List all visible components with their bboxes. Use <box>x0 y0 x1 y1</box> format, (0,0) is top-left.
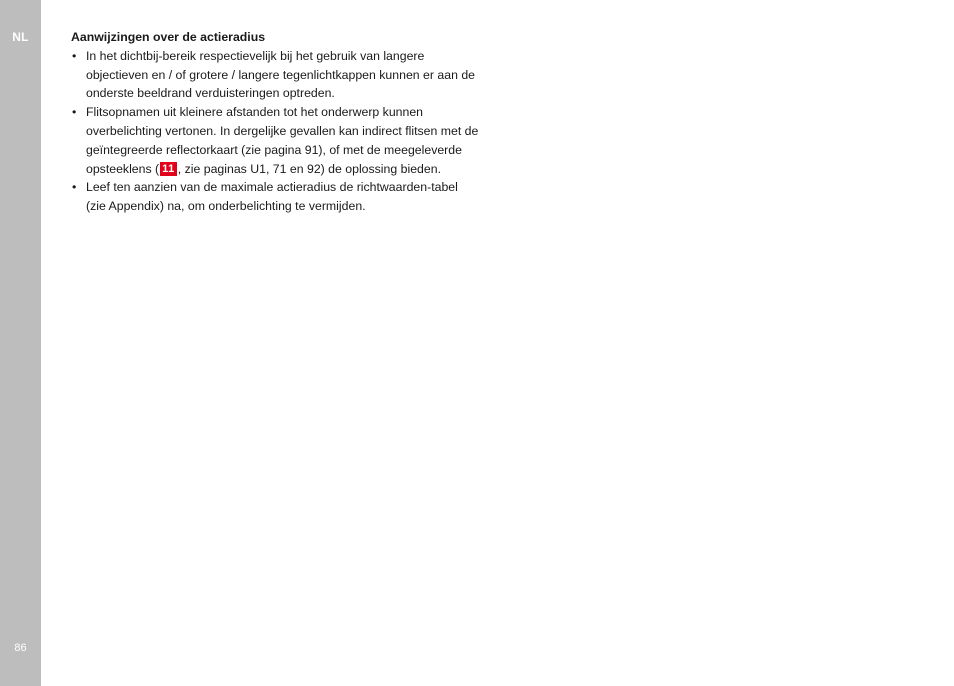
section-content <box>71 28 481 216</box>
section-heading: Aanwijzingen over de actieradius <box>71 30 266 44</box>
bullet-item <box>71 178 481 216</box>
bullet-dot-icon: • <box>72 180 77 195</box>
language-side-tab <box>0 0 41 686</box>
bullet-text: In het dichtbij-bereik respectievelijk bij het gebruik van langere objectieven en / of grotere / langere tegenlichtkappen kunnen er aan de onderste beeldrand verduisteringen optreden. <box>86 48 475 101</box>
language-label: NL <box>12 30 29 44</box>
bullet-list <box>71 47 481 216</box>
bullet-item <box>71 103 481 178</box>
bullet-dot-icon: • <box>72 105 77 120</box>
page-number: 86 <box>14 642 27 654</box>
bullet-text: Leef ten aanzien van de maximale actieradius de richtwaarden-tabel (zie Appendix) na, om onderbelichting te vermijden. <box>86 180 458 214</box>
bullet-dot-icon: • <box>72 48 77 63</box>
reference-number-badge: 11 <box>162 162 175 175</box>
bullet-item <box>71 47 481 103</box>
bullet-text-before: Flitsopnamen uit kleinere afstanden tot het onderwerp kunnen overbelichting vertonen. In dergelijke gevallen kan indirect flitsen met de geïntegreerde reflectorkaart (zie pagina 91), of met de meegeleverde opsteeklens ( <box>86 105 479 176</box>
bullet-text-after: , zie paginas U1, 71 en 92) de oplossing bieden. <box>177 161 441 176</box>
